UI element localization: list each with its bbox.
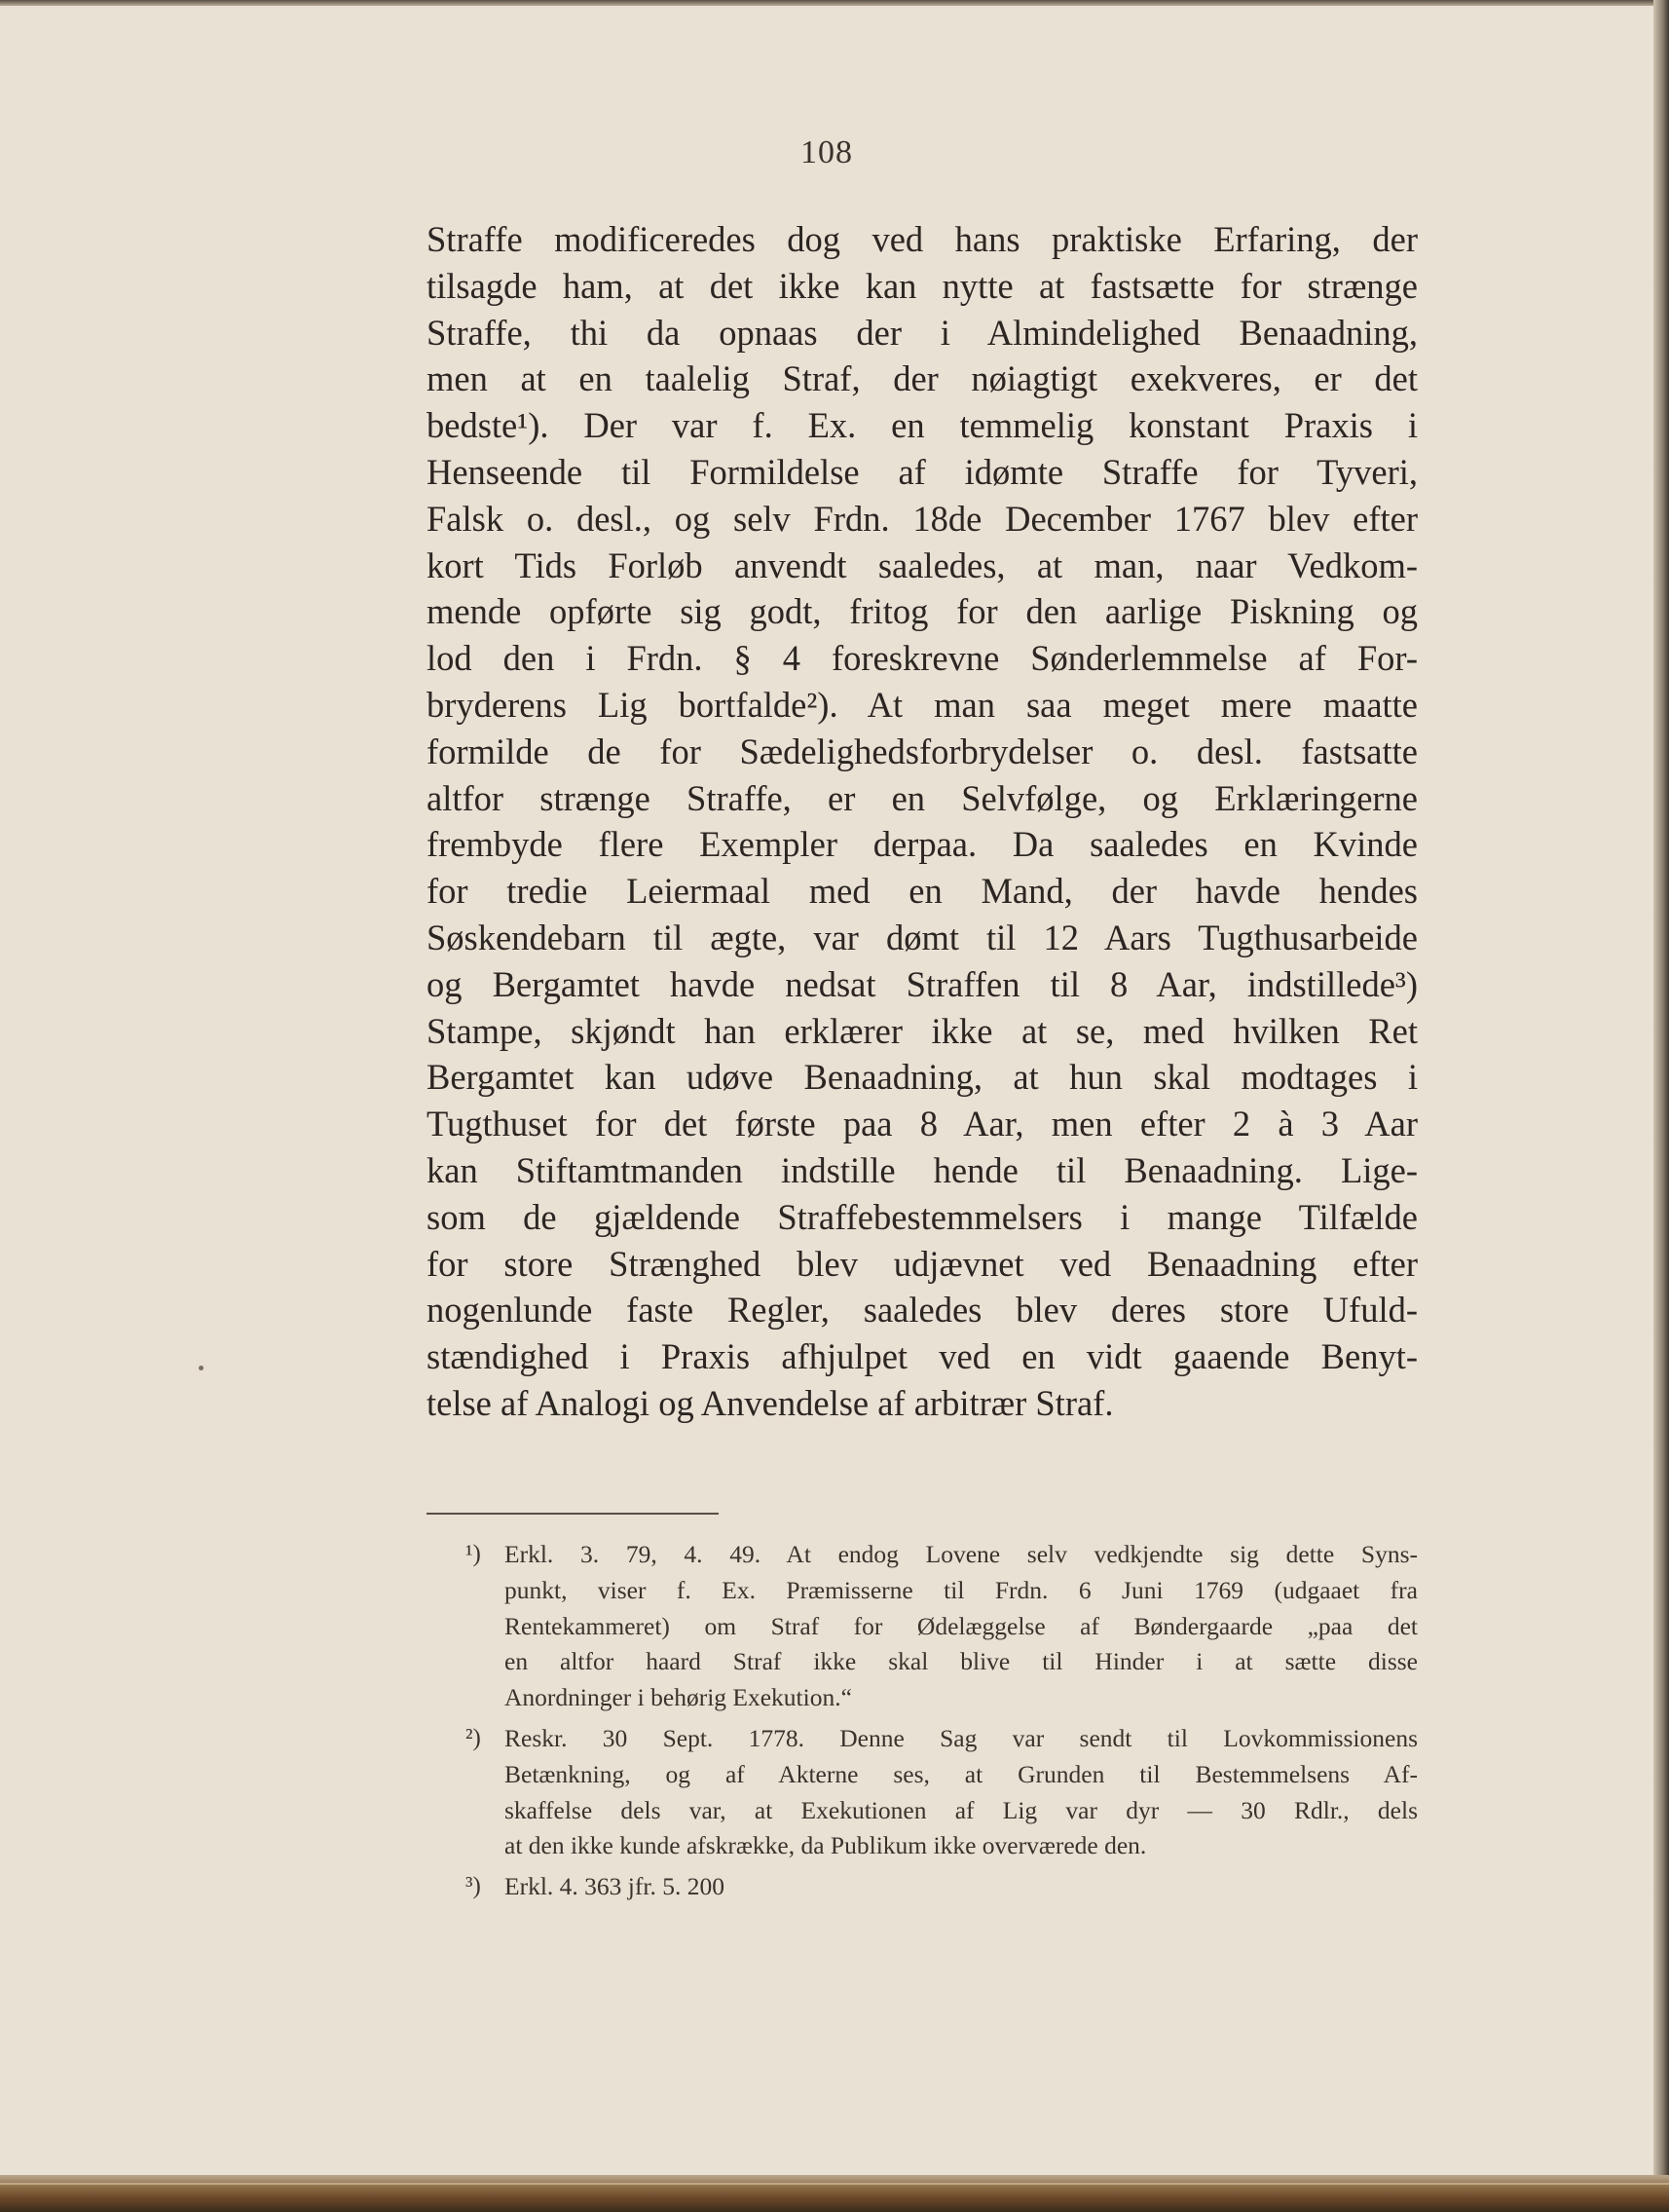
body-line: lod den i Frdn. § 4 foreskrevne Sønderlemmelse af For-	[427, 638, 1418, 679]
body-line: Tugthuset for det første paa 8 Aar, men efter 2 à 3 Aar	[427, 1104, 1418, 1144]
footnote-line: en altfor haard Straf ikke skal blive til Hinder i at sætte disse	[504, 1647, 1418, 1676]
body-line: Henseende til Formildelse af idømte Straffe for Tyveri,	[427, 451, 1418, 492]
body-line: Falsk o. desl., og selv Frdn. 18de December 1767 blev efter	[427, 498, 1418, 539]
footnote-1	[427, 1537, 1418, 1716]
paper-speck	[199, 1366, 204, 1370]
page-right-edge	[1653, 0, 1669, 2212]
footnote-marker: ²)	[465, 1724, 481, 1751]
body-line: kort Tids Forløb anvendt saaledes, at man, naar Vedkom-	[427, 544, 1418, 585]
body-line: men at en taalelig Straf, der nøiagtigt exekveres, er det	[427, 358, 1418, 399]
body-line: mende opførte sig godt, fritog for den aarlige Piskning og	[427, 591, 1418, 632]
footnote-line: Anordninger i behørig Exekution.“	[504, 1683, 852, 1712]
footnote-line: Rentekammeret) om Straf for Ødelæggelse af Bøndergaarde „paa det	[504, 1611, 1418, 1640]
body-line: Søskendebarn til ægte, var dømt til 12 Aars Tugthusarbeide	[427, 917, 1418, 957]
footnote-divider	[427, 1513, 719, 1515]
body-line: som de gjældende Straffebestemmelsers i mange Tilfælde	[427, 1196, 1418, 1237]
footnote-line: Betænkning, og af Akterne ses, at Grunden til Bestemmelsens Af-	[504, 1759, 1418, 1788]
body-line: Stampe, skjøndt han erklærer ikke at se, med hvilken Ret	[427, 1010, 1418, 1051]
footnote-line: Reskr. 30 Sept. 1778. Denne Sag var sendt til Lovkommissionens	[504, 1723, 1418, 1752]
footnotes	[427, 1537, 1418, 1910]
body-line: for tredie Leiermaal med en Mand, der havde hendes	[427, 871, 1418, 912]
body-line: Straffe, thi da opnaas der i Almindelighed Benaadning,	[427, 312, 1418, 353]
body-line: frembyde flere Exempler derpaa. Da saaledes en Kvinde	[427, 824, 1418, 865]
body-line: nogenlunde faste Regler, saaledes blev deres store Ufuld-	[427, 1290, 1418, 1331]
body-line: bryderens Lig bortfalde²). At man saa meget mere maatte	[427, 684, 1418, 725]
body-line: formilde de for Sædelighedsforbrydelser o. desl. fastsatte	[427, 731, 1418, 771]
body-line: altfor strænge Straffe, er en Selvfølge, og Erklæringerne	[427, 777, 1418, 818]
body-line: og Bergamtet havde nedsat Straffen til 8 Aar, indstillede³)	[427, 963, 1418, 1004]
footnote-line: Erkl. 4. 363 jfr. 5. 200	[504, 1872, 724, 1901]
footnote-line: skaffelse dels var, at Exekutionen af Lig var dyr — 30 Rdlr., dels	[504, 1795, 1418, 1824]
body-line: tilsagde ham, at det ikke kan nytte at fastsætte for strænge	[427, 265, 1418, 306]
body-line: Straffe modificeredes dog ved hans praktiske Erfaring, der	[427, 219, 1418, 259]
body-line: stændighed i Praxis afhjulpet ved en vidt gaaende Benyt-	[427, 1336, 1418, 1377]
footnote-2	[427, 1721, 1418, 1864]
book-cover-edge	[0, 2175, 1669, 2212]
body-text	[427, 216, 1418, 1427]
body-line: bedste¹). Der var f. Ex. en temmelig konstant Praxis i	[427, 405, 1418, 446]
footnote-marker: ³)	[465, 1873, 481, 1900]
footnote-marker: ¹)	[465, 1541, 481, 1567]
body-line: kan Stiftamtmanden indstille hende til Benaadning. Lige-	[427, 1149, 1418, 1190]
page-number: 108	[800, 134, 853, 170]
page-top-edge	[0, 0, 1669, 6]
footnote-3	[427, 1869, 1418, 1905]
body-line: for store Strænghed blev udjævnet ved Benaadning efter	[427, 1243, 1418, 1284]
footnote-line: Erkl. 3. 79, 4. 49. At endog Lovene selv vedkjendte sig dette Syns-	[504, 1540, 1418, 1568]
body-line: Bergamtet kan udøve Benaadning, at hun skal modtages i	[427, 1057, 1418, 1098]
footnote-line: punkt, viser f. Ex. Præmisserne til Frdn. 6 Juni 1769 (udgaaet fra	[504, 1575, 1418, 1604]
body-line: telse af Analogi og Anvendelse af arbitrær Straf.	[427, 1382, 1114, 1423]
footnote-line: at den ikke kunde afskrække, da Publikum ikke overværede den.	[504, 1831, 1147, 1860]
